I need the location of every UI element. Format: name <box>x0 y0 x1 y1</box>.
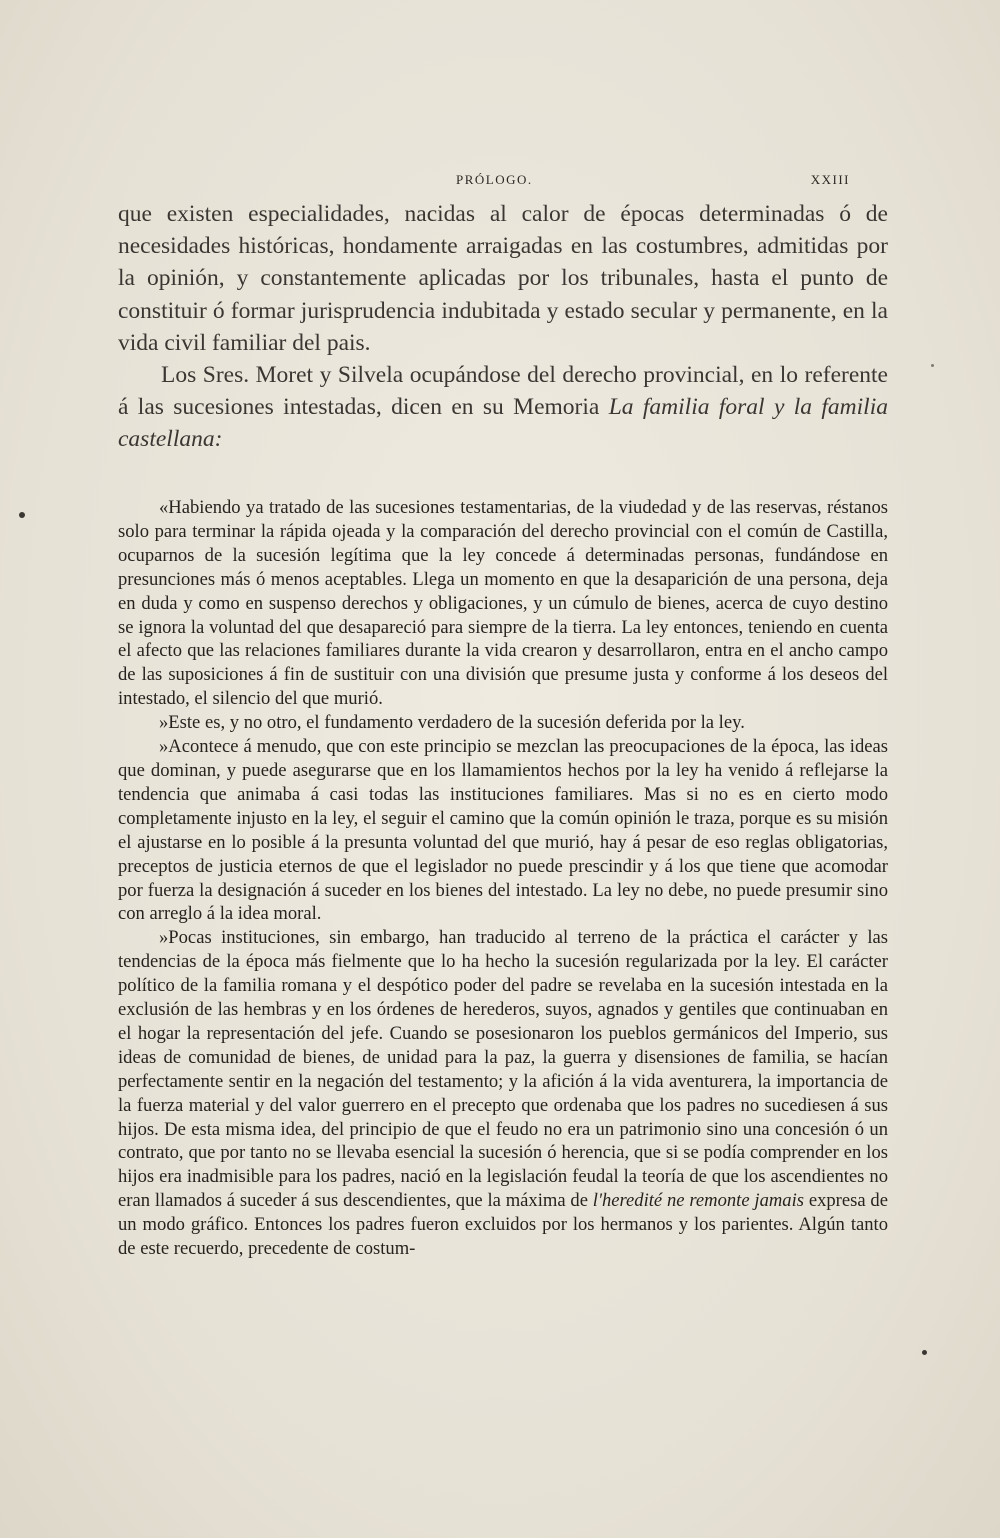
running-title: PRÓLOGO. <box>456 172 533 187</box>
quote-text: »Pocas instituciones, sin embargo, han traducido al terreno de la práctica el carácter y las tendencias de la época más fielmente que lo ha hecho la sucesión regularizada por la ley. El carácter político de la familia romana y el despótico poder del padre se revelaba en la sucesión intestada en la exclusión de las hembras y en los órdenes de herederos, suyos, agnados y gentiles que continuaban en el hogar la representación del jefe. Cuando se posesionaron los pueblos germánicos del Imperio, sus ideas de comunidad de bienes, de unidad para la paz, la guerra y disensiones de familia, se hacían perfectamente sentir en la negación del testamento; y la afición á la vida aventurera, la importancia de la fuerza material y del valor guerrero en el precepto que ordenaba que los padres no sucediesen á sus hijos. De esta misma idea, del principio de que el feudo no era un patrimonio sino una concesión ó un contrato, que por tanto no se llevaba esencial la sucesión ó herencia, que si se podía comprender en los hijos era inadmisible para los padres, nació en la legislación feudal la teoría de que los ascendientes no eran llamados á suceder á sus descendientes, que la máxima de <box>118 927 888 1212</box>
paragraph <box>118 359 888 456</box>
ink-speck <box>922 1350 927 1355</box>
paragraph: que existen especialidades, nacidas al calor de épocas determinadas ó de necesidades históricas, hondamente arraigadas en las costumbres, admitidas por la opinión, y constantemente aplicadas por los tribunales, hasta el punto de constituir ó formar jurisprudencia indubitada y estado secular y permanente, en la vida civil familiar del pais. <box>118 201 888 356</box>
quote-paragraph: «Habiendo ya tratado de las sucesiones testamentarias, de la viudedad y de las reservas, réstanos solo para terminar la rápida ojeada y la comparación del derecho provincial con el común de Castilla, ocuparnos de la sucesión legítima que la ley concede á determinadas personas, fundándose en presunciones más ó menos aceptables. Llega un momento en que la desaparición de una persona, deja en duda y como en suspenso derechos y obligaciones, y un cúmulo de bienes, acerca de cuyo destino se ignora la voluntad del que desapareció para siempre de la tierra. La ley entonces, teniendo en cuenta el afecto que las relaciones familiares durante la vida crearon y desarrollaron, entra en el ancho campo de las suposiciones á fin de sustituir con una división que presume justa y conforme á los deseos del intestado, el silencio del que murió. <box>118 497 888 710</box>
body-text <box>118 198 888 456</box>
quote-text: expresa de un modo gráfico. Entonces los padres fueron excluidos por los hermanos y los parientes. Algún tanto de este recuerdo, precedente de costum- <box>118 1190 888 1260</box>
ink-speck <box>19 512 25 518</box>
page-header <box>118 172 888 194</box>
french-maxim: l'heredité ne remonte jamais <box>592 1190 805 1212</box>
quotation <box>118 496 888 1261</box>
paragraph-text: Los Sres. Moret y Silvela ocupándose del derecho provincial, en lo referente á las sucesiones intestadas, dicen en su Memoria <box>118 362 888 421</box>
page-number: XXIII <box>810 172 850 187</box>
quote-paragraph <box>118 926 888 1261</box>
work-title: La familia foral y la familia castellana: <box>118 394 888 453</box>
quote-paragraph: »Acontece á menudo, que con este principio se mezclan las preocupaciones de la época, las ideas que dominan, y puede asegurarse que en los llamamientos hechos por la ley ha venido á reflejarse la tendencia que animaba á casi todas las instituciones familiares. Mas si no es en cierto modo completamente injusto en la ley, el seguir el camino que la común opinión le traza, porque es su misión el ajustarse en lo posible á la presunta voluntad del que murió, hay á pesar de eso reglas obligatorias, preceptos de justicia eternos de que el legislador no puede prescindir y á los que tiene que acomodar por fuerza la designación á suceder en los bienes del intestado. La ley no debe, no puede presumir sino con arreglo á la idea moral. <box>118 736 888 925</box>
ink-speck <box>931 364 934 367</box>
quote-paragraph: »Este es, y no otro, el fundamento verdadero de la sucesión deferida por la ley. <box>159 712 745 734</box>
